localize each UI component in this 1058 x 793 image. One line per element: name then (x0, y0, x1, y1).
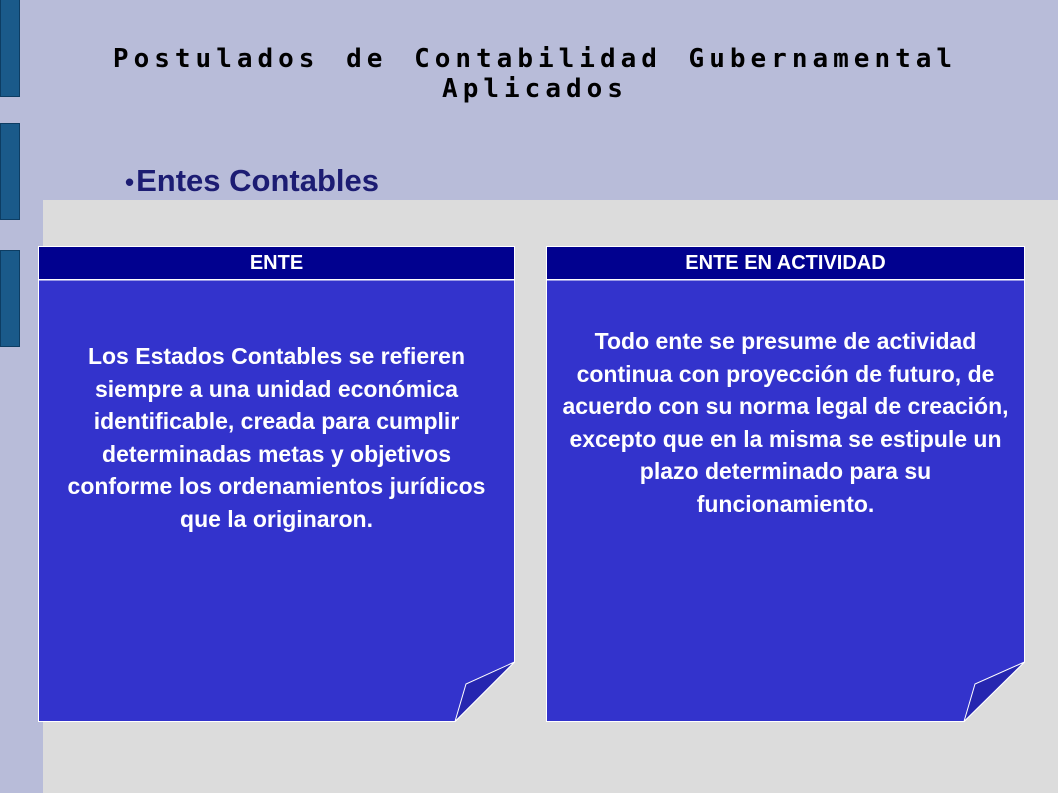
bullet-item (125, 163, 379, 199)
card-header: ENTE EN ACTIVIDAD (546, 246, 1025, 280)
bullet-text: Entes Contables (136, 163, 379, 198)
card-header: ENTE (38, 246, 515, 280)
decorative-side-bar (0, 0, 20, 97)
card-ente (38, 246, 515, 722)
bullet-dot-icon: • (125, 167, 135, 197)
card-ente-en-actividad (546, 246, 1025, 722)
slide-title: Postulados de Contabilidad Gubernamental Aplicados (112, 44, 958, 104)
decorative-side-bar (0, 123, 20, 220)
decorative-side-bar (0, 250, 20, 347)
card-body-text: Los Estados Contables se refieren siempre a una unidad económica identificable, creada para cumplir determinadas metas y objetivos conforme los ordenamientos jurídicos que la originaron. (67, 343, 486, 532)
card-body-text: Todo ente se presume de actividad continua con proyección de futuro, de acuerdo con su norma legal de creación, excepto que en la misma se estipule un plazo determinado para su funcionamiento. (562, 328, 1009, 517)
